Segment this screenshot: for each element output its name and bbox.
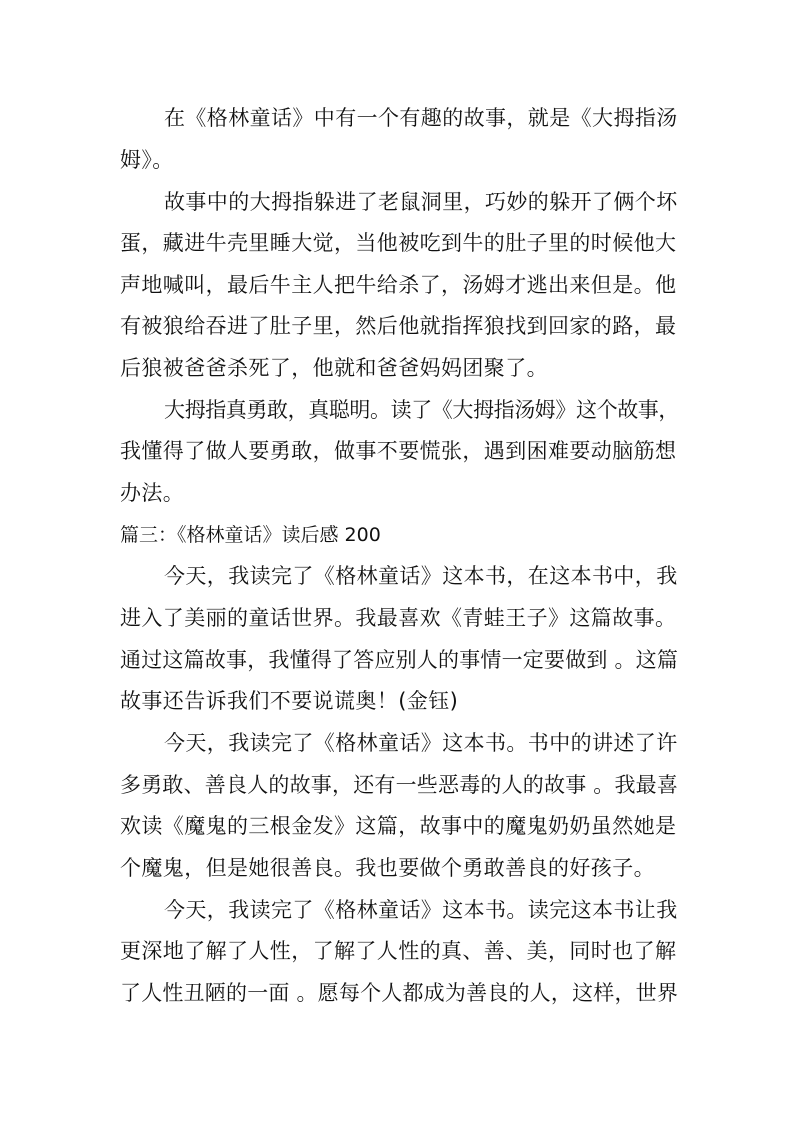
section-paragraph-1-line-3: 通过这篇故事，我懂得了答应别人的事情一定要做到 。这篇: [120, 648, 679, 672]
paragraph-3-line-2: 我懂得了做人要勇敢，做事不要慌张，遇到困难要动脑筋想: [120, 439, 677, 463]
section-paragraph-1-line-1: 今天，我读完了《格林童话》这本书，在这本书中，我: [164, 564, 678, 588]
section-paragraph-3-line-1: 今天，我读完了《格林童话》这本书。读完这本书让我: [164, 898, 678, 922]
section-heading: 篇三：《格林童话》读后感 200: [120, 524, 381, 546]
paragraph-2-line-3: 声地喊叫，最后牛主人把牛给杀了，汤姆才逃出来但是。他: [120, 273, 677, 297]
section-paragraph-2-line-3: 欢读《魔鬼的三根金发》这篇，故事中的魔鬼奶奶虽然她是: [120, 814, 677, 838]
section-paragraph-1-line-2: 进入了美丽的童话世界。我最喜欢《青蛙王子》这篇故事。: [120, 606, 677, 630]
section-paragraph-2-line-4: 个魔鬼，但是她很善良。我也要做个勇敢善良的好孩子。: [120, 856, 655, 880]
paragraph-1-line-1: 在《格林童话》中有一个有趣的故事，就是《大拇指汤: [164, 106, 678, 130]
paragraph-3-line-3: 办法。: [120, 481, 185, 505]
paragraph-2-line-5: 后狼被爸爸杀死了，他就和爸爸妈妈团聚了。: [120, 356, 548, 380]
paragraph-1-line-2: 姆》。: [120, 148, 174, 172]
section-paragraph-3-line-3: 了人性丑陋的一面 。愿每个人都成为善良的人，这样，世界: [120, 981, 679, 1005]
paragraph-3-line-1: 大拇指真勇敢，真聪明。读了《大拇指汤姆》这个故事，: [164, 398, 679, 422]
paragraph-2-line-1: 故事中的大拇指躲进了老鼠洞里，巧妙的躲开了俩个坏: [164, 190, 678, 214]
section-paragraph-2-line-2: 多勇敢、善良人的故事，还有一些恶毒的人的故事 。我最喜: [120, 773, 679, 797]
paragraph-2-line-2: 蛋，藏进牛壳里睡大觉，当他被吃到牛的肚子里的时候他大: [120, 231, 677, 255]
section-paragraph-1-line-4: 故事还告诉我们不要说谎奥！(金钰): [120, 689, 459, 713]
section-paragraph-2-line-1: 今天，我读完了《格林童话》这本书。书中的讲述了许: [164, 731, 678, 755]
paragraph-2-line-4: 有被狼给吞进了肚子里，然后他就指挥狼找到回家的路，最: [120, 314, 677, 338]
section-paragraph-3-line-2: 更深地了解了人性，了解了人性的真、善、美，同时也了解: [120, 939, 677, 963]
